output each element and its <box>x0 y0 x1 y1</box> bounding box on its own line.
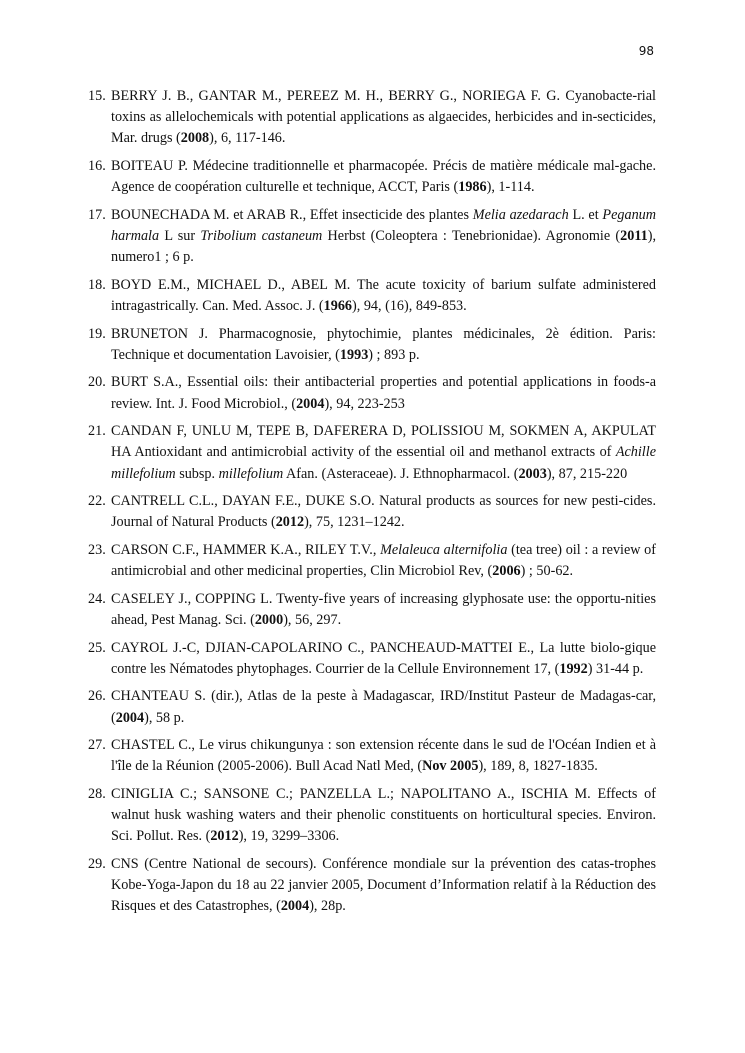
reference-text: CARSON C.F., HAMMER K.A., RILEY T.V., <box>111 541 381 558</box>
reference-number: 15. <box>88 88 106 104</box>
reference-number: 22. <box>88 493 106 510</box>
reference-year: 2011 <box>620 228 648 244</box>
reference-text: ), 6, 117-146. <box>209 130 286 147</box>
reference-year: 2006 <box>492 563 521 580</box>
reference-text: CHASTEL C., Le virus chikungunya : son extension récente dans le sud de l'Océan Indien et à l'île de la Réunion (2005-2006). Bull Acad Natl Med, ( <box>111 737 656 775</box>
species-name: Melaleuca alternifolia <box>380 541 508 558</box>
reference-number: 26. <box>88 688 106 705</box>
reference-year: 1992 <box>559 660 588 677</box>
species-name: Melia azedarach <box>472 206 569 223</box>
reference-text: ) ; 893 p. <box>368 346 420 363</box>
reference-item <box>88 589 656 631</box>
reference-text: Herbst (Coleoptera : Tenebrionidae). Agronomie ( <box>322 228 621 244</box>
reference-item <box>88 735 656 777</box>
reference-text: ), 75, 1231–1242. <box>304 514 405 531</box>
reference-text: BOITEAU P. Médecine traditionnelle et pharmacopée. Précis de matière médicale mal-gache. Agence de coopération culturelle et technique, ACCT, Paris ( <box>111 158 656 196</box>
reference-item <box>88 784 656 848</box>
reference-number: 29. <box>88 855 106 872</box>
reference-text: (tea tree) oil : a review of antimicrobial and other medicinal properties, Clin Microbiol Rev, ( <box>111 541 657 580</box>
reference-number: 21. <box>88 423 106 440</box>
reference-text: ), 189, 8, 1827-1835. <box>478 758 598 775</box>
reference-number: 20. <box>88 374 106 391</box>
reference-number: 23. <box>88 541 106 558</box>
reference-item <box>88 421 656 485</box>
reference-text: ) 31-44 p. <box>587 660 644 677</box>
reference-text: BURT S.A., Essential oils: their antibacterial properties and potential applications in foods-a review. Int. J. Food Microbiol., ( <box>111 374 656 412</box>
reference-text: CINIGLIA C.; SANSONE C.; PANZELLA L.; NAPOLITANO A., ISCHIA M. Effects of walnut husk washing waters and their phenolic constituents on horticultural species. Environ. Sci. Pollut. Res. ( <box>111 785 656 845</box>
reference-item <box>88 205 656 269</box>
reference-number: 16. <box>88 158 106 174</box>
reference-number: 25. <box>88 639 106 656</box>
reference-text: ), 58 p. <box>144 709 185 726</box>
reference-text: L. et <box>568 206 603 223</box>
reference-text: CASELEY J., COPPING L. Twenty-five years of increasing glyphosate use: the opportu-nities ahead, Pest Manag. Sci. ( <box>111 590 656 628</box>
reference-text: CHANTEAU S. (dir.), Atlas de la peste à Madagascar, IRD/Institut Pasteur de Madagas-car, ( <box>111 688 656 726</box>
reference-number: 27. <box>88 737 106 754</box>
reference-text: CANTRELL C.L., DAYAN F.E., DUKE S.O. Natural products as sources for new pesti-cides. Journal of Natural Products ( <box>111 493 656 531</box>
reference-number: 19. <box>88 325 106 342</box>
reference-text: L sur <box>159 228 201 244</box>
reference-year: 2004 <box>296 395 325 412</box>
reference-item <box>88 372 656 414</box>
reference-year: 2012 <box>275 514 305 531</box>
reference-number: 18. <box>88 276 106 293</box>
reference-text: CAYROL J.-C, DJIAN-CAPOLARINO C., PANCHEAUD-MATTEI E., La lutte biolo-gique contre les Nématodes phytophages. Courrier de la Cellule Environnement 17, ( <box>111 639 656 677</box>
page-number: 98 <box>638 44 654 58</box>
reference-item <box>88 324 656 366</box>
reference-text: BOYD E.M., MICHAEL D., ABEL M. The acute toxicity of barium sulfate administered intragastrically. Can. Med. Assoc. J. ( <box>111 276 656 314</box>
reference-item <box>88 491 656 533</box>
reference-text: ), 28p. <box>309 898 346 915</box>
reference-item <box>88 638 656 680</box>
species-name: Peganum harmala <box>111 206 657 244</box>
reference-text: Afan. (Asteraceae). J. Ethnopharmacol. ( <box>283 465 519 482</box>
species-name: millefolium <box>218 465 284 482</box>
reference-item <box>88 156 656 198</box>
reference-text: ), 94, (16), 849-853. <box>352 298 467 314</box>
reference-item <box>88 540 656 582</box>
reference-text: CNS (Centre National de secours). Conférence mondiale sur la prévention des catas-trophes Kobe-Yoga-Japon du 18 au 22 janvier 2005, Document d’Information relatif à la Réduction des Risques et des Catastrophes, ( <box>111 855 656 915</box>
reference-year: 2008 <box>180 130 210 147</box>
reference-text: BOUNECHADA M. et ARAB R., Effet insecticide des plantes <box>111 206 473 223</box>
reference-item <box>88 686 656 728</box>
reference-text: ), 94, 223-253 <box>324 395 405 412</box>
reference-number: 17. <box>88 206 106 223</box>
species-name: Tribolium castaneum <box>200 228 323 244</box>
reference-text: BRUNETON J. Pharmacognosie, phytochimie, plantes médicinales, 2è édition. Paris: Technique et documentation Lavoisier, ( <box>111 325 656 363</box>
reference-list <box>88 86 656 924</box>
reference-year: 1993 <box>339 346 369 363</box>
reference-year: 2004 <box>115 709 145 726</box>
reference-text: CANDAN F, UNLU M, TEPE B, DAFERERA D, POLISSIOU M, SOKMEN A, AKPULAT HA Antioxidant and antimicrobial activity of the essential oil and methanol extracts of <box>111 423 656 461</box>
reference-year: Nov 2005 <box>422 758 479 775</box>
reference-text: BERRY J. B., GANTAR M., PEREEZ M. H., BERRY G., NORIEGA F. G. Cyanobacte-rial toxins as allelochemicals with potential applications as algaecides, herbicides and in-secticides, Mar. drugs ( <box>111 88 656 147</box>
reference-number: 24. <box>88 590 106 607</box>
reference-text: ), 56, 297. <box>283 611 342 628</box>
reference-item <box>88 854 656 918</box>
reference-year: 2012 <box>210 828 239 845</box>
reference-item <box>88 86 656 150</box>
reference-text: ) ; 50-62. <box>520 563 574 580</box>
reference-text: ), 87, 215-220 <box>546 465 628 482</box>
reference-text: subsp. <box>175 465 219 482</box>
reference-year: 2004 <box>280 898 310 915</box>
reference-text: ), numero1 ; 6 p. <box>111 228 656 266</box>
reference-year: 2003 <box>518 465 547 482</box>
reference-year: 2000 <box>254 611 284 628</box>
reference-year: 1966 <box>323 298 353 314</box>
reference-item <box>88 275 656 317</box>
reference-text: ), 1-114. <box>486 179 535 196</box>
reference-text: ), 19, 3299–3306. <box>238 828 340 845</box>
reference-number: 28. <box>88 785 106 802</box>
reference-year: 1986 <box>458 179 487 196</box>
species-name: Achille millefolium <box>111 444 656 482</box>
